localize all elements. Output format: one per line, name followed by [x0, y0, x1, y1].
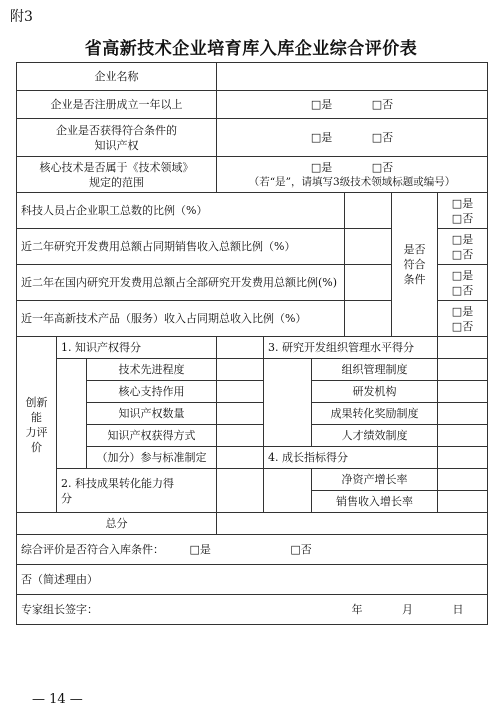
growth-item-1-value[interactable]: [438, 491, 488, 513]
rd-domestic-ratio-no-checkbox[interactable]: □否: [451, 283, 474, 297]
core-tech-label: [17, 157, 217, 193]
row-innovation-1: [17, 359, 488, 381]
staff-ratio-label: 科技人员占企业职工总数的比例（%）: [17, 193, 345, 229]
growth-item-0: 净资产增长率: [312, 469, 438, 491]
tech-transfer-header: [57, 469, 217, 513]
overall-no-checkbox[interactable]: □否: [290, 543, 312, 556]
date-day: 日: [452, 603, 464, 616]
signature-cell: [17, 595, 488, 625]
ip-item-3-value[interactable]: [217, 425, 264, 447]
ip-label-line1: 企业是否获得符合条件的: [56, 123, 177, 137]
core-tech-label-line2: 规定的范围: [89, 175, 144, 189]
innovation-label-line2: 力评价: [25, 425, 48, 454]
rd-sales-ratio-yes-checkbox[interactable]: □是: [451, 232, 474, 246]
rd-item-2: 成果转化奖励制度: [312, 403, 438, 425]
row-innovation-2: [17, 381, 488, 403]
row-innovation-6: [17, 469, 488, 491]
ip-options: [217, 119, 488, 157]
rd-domestic-ratio-yes-checkbox[interactable]: □是: [451, 268, 474, 282]
signature-label: 专家组长签字：: [21, 603, 98, 616]
core-tech-no-checkbox[interactable]: □否: [371, 160, 394, 174]
tech-transfer-value[interactable]: [217, 469, 264, 513]
rd-domestic-ratio-options: [438, 265, 488, 301]
company-name-field[interactable]: [217, 63, 488, 91]
ip-label-line2: 知识产权: [94, 138, 139, 152]
growth-header: 4. 成长指标得分: [264, 447, 438, 469]
registered-options: [217, 91, 488, 119]
core-tech-options: [217, 157, 488, 193]
ip-score-value[interactable]: [217, 337, 264, 359]
row-ip: [17, 119, 488, 157]
row-overall: [17, 535, 488, 565]
growth-item-1: 销售收入增长率: [312, 491, 438, 513]
core-tech-label-line1: 核心技术是否属于《技术领域》: [39, 160, 194, 174]
row-innovation-3: [17, 403, 488, 425]
registered-label: 企业是否注册成立一年以上: [17, 91, 217, 119]
core-tech-yes-checkbox[interactable]: □是: [310, 160, 333, 174]
core-tech-note: （若“是”，请填写3级技术领域标题或编号）: [248, 175, 456, 188]
ip-no-checkbox[interactable]: □否: [371, 131, 394, 144]
rd-org-value[interactable]: [438, 337, 488, 359]
registered-yes-checkbox[interactable]: □是: [310, 98, 333, 111]
ip-item-4: （加分）参与标准制定: [87, 447, 217, 469]
ip-item-0-value[interactable]: [217, 359, 264, 381]
rd-item-0-value[interactable]: [438, 359, 488, 381]
form-title: 省高新技术企业培育库入库企业综合评价表: [84, 39, 418, 59]
row-innovation-5: [17, 447, 488, 469]
rd-sales-ratio-options: [438, 229, 488, 265]
row-total: [17, 513, 488, 535]
rd-sales-ratio-no-checkbox[interactable]: □否: [451, 247, 474, 261]
ip-item-2: 知识产权数量: [87, 403, 217, 425]
row-innovation-4: [17, 425, 488, 447]
innovation-label-line1: 创新能: [25, 395, 48, 424]
rd-sales-ratio-label: 近二年研究开发费用总额占同期销售收入总额比例（%）: [17, 229, 345, 265]
hitech-income-ratio-value[interactable]: [345, 301, 392, 337]
overall-yes-checkbox[interactable]: □是: [189, 543, 211, 556]
annex-label: 附3: [10, 9, 33, 25]
tech-transfer-header-line1: 2. 科技成果转化能力得: [61, 476, 174, 490]
rd-item-0: 组织管理制度: [312, 359, 438, 381]
reason-label: 否（简述理由）: [17, 565, 488, 595]
conform-label-line3: 条件: [403, 273, 426, 286]
ip-item-0: 技术先进程度: [87, 359, 217, 381]
growth-item-0-value[interactable]: [438, 469, 488, 491]
conform-label-line2: 符合: [403, 258, 426, 271]
ip-label: [17, 119, 217, 157]
total-label: 总分: [17, 513, 217, 535]
rd-item-1-value[interactable]: [438, 381, 488, 403]
ip-item-2-value[interactable]: [217, 403, 264, 425]
rd-item-1: 研发机构: [312, 381, 438, 403]
staff-ratio-yes-checkbox[interactable]: □是: [451, 196, 474, 210]
page-number: — 14 —: [32, 692, 83, 707]
growth-value[interactable]: [438, 447, 488, 469]
rd-domestic-ratio-label: 近二年在国内研究开发费用总额占全部研究开发费用总额比例(%): [17, 265, 345, 301]
rd-item-3-value[interactable]: [438, 425, 488, 447]
row-reason: [17, 565, 488, 595]
staff-ratio-value[interactable]: [345, 193, 392, 229]
company-name-label: 企业名称: [17, 63, 217, 91]
date-month: 月: [402, 603, 413, 616]
rd-org-header: 3. 研究开发组织管理水平得分: [264, 337, 438, 359]
rd-domestic-ratio-value[interactable]: [345, 265, 392, 301]
row-company-name: [17, 63, 488, 91]
registered-no-checkbox[interactable]: □否: [371, 98, 394, 111]
ip-yes-checkbox[interactable]: □是: [310, 131, 333, 144]
hitech-income-ratio-label: 近一年高新技术产品（服务）收入占同期总收入比例（%）: [17, 301, 345, 337]
rd-item-3: 人才绩效制度: [312, 425, 438, 447]
row-registered: [17, 91, 488, 119]
innovation-label: [17, 337, 57, 513]
ip-item-3: 知识产权获得方式: [87, 425, 217, 447]
ip-item-4-value[interactable]: [217, 447, 264, 469]
rd-item-2-value[interactable]: [438, 403, 488, 425]
ip-item-1-value[interactable]: [217, 381, 264, 403]
overall-label: 综合评价是否符合入库条件：: [21, 543, 164, 556]
staff-ratio-options: [438, 193, 488, 229]
total-value[interactable]: [217, 513, 488, 535]
conform-label: [392, 193, 438, 337]
rd-sales-ratio-value[interactable]: [345, 229, 392, 265]
hitech-income-ratio-yes-checkbox[interactable]: □是: [451, 304, 474, 318]
conform-label-line1: 是否: [403, 243, 426, 256]
ip-item-1: 核心支持作用: [87, 381, 217, 403]
hitech-income-ratio-no-checkbox[interactable]: □否: [451, 319, 474, 333]
ip-score-header: 1. 知识产权得分: [57, 337, 217, 359]
row-core-tech: [17, 157, 488, 193]
tech-transfer-header-line2: 分: [61, 491, 72, 505]
row-innovation-headers: [17, 337, 488, 359]
overall-cell: [17, 535, 488, 565]
row-staff-ratio: [17, 193, 488, 229]
date-year: 年: [351, 603, 363, 616]
row-signature: [17, 595, 488, 625]
evaluation-table: [16, 62, 488, 625]
staff-ratio-no-checkbox[interactable]: □否: [451, 211, 474, 225]
hitech-income-ratio-options: [438, 301, 488, 337]
